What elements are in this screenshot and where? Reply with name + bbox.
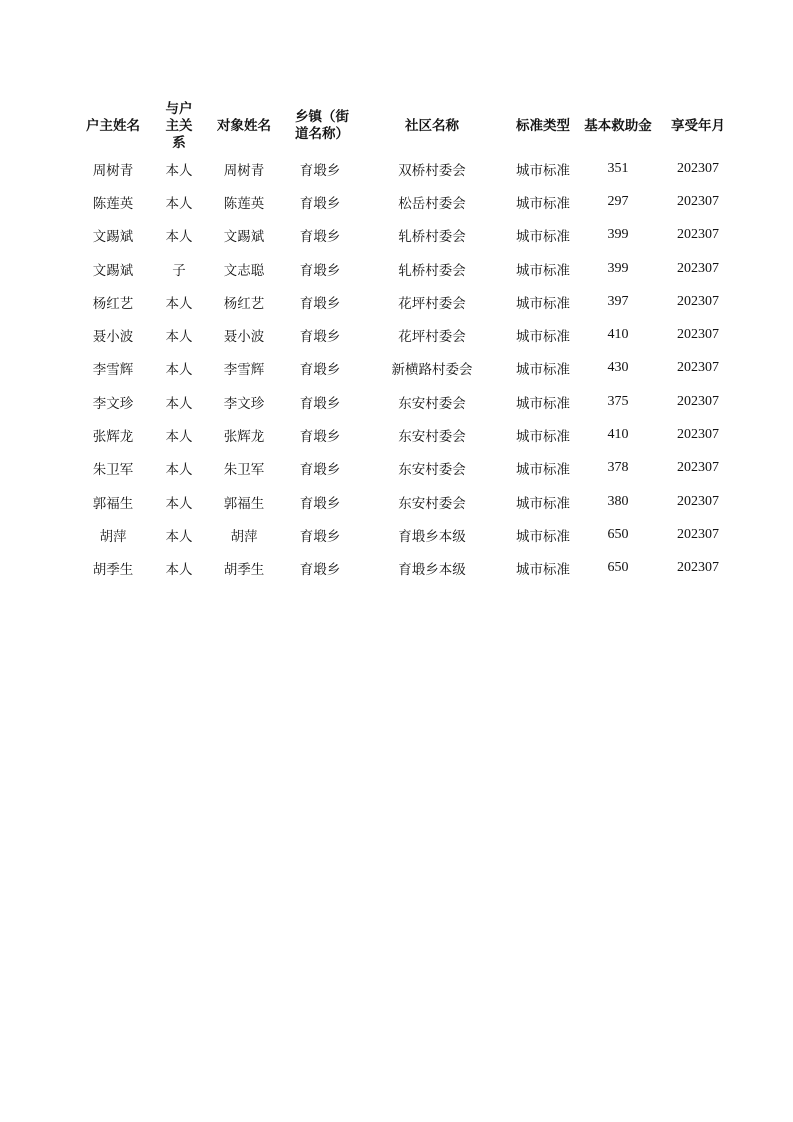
cell-object-name: 文踢斌 xyxy=(223,229,265,246)
cell-standard-type: 城市标准 xyxy=(516,295,570,312)
cell-basic-aid: 375 xyxy=(607,393,629,409)
table-row xyxy=(68,318,734,351)
cell-month: 202307 xyxy=(677,227,719,243)
cell-basic-aid: 650 xyxy=(607,526,629,542)
cell-standard-type: 城市标准 xyxy=(516,162,570,179)
cell-relation: 本人 xyxy=(165,495,193,512)
header-town: 乡镇（街道名称） xyxy=(295,109,349,142)
cell-basic-aid: 410 xyxy=(607,327,629,343)
cell-relation: 本人 xyxy=(165,462,193,479)
cell-object-name: 杨红艺 xyxy=(223,295,265,312)
cell-object-name: 陈莲英 xyxy=(223,195,265,212)
cell-standard-type: 城市标准 xyxy=(516,329,570,346)
header-object-name: 对象姓名 xyxy=(217,117,271,134)
cell-town: 育塅乡 xyxy=(299,329,341,346)
cell-community: 东安村委会 xyxy=(398,462,466,479)
cell-community: 育塅乡本级 xyxy=(398,562,466,579)
cell-basic-aid: 399 xyxy=(607,227,629,243)
cell-relation: 本人 xyxy=(165,329,193,346)
cell-standard-type: 城市标准 xyxy=(516,362,570,379)
cell-community: 轧桥村委会 xyxy=(398,229,466,246)
header-basic-aid: 基本救助金 xyxy=(584,117,652,134)
cell-standard-type: 城市标准 xyxy=(516,195,570,212)
table-header-row xyxy=(68,100,734,152)
cell-object-name: 张辉龙 xyxy=(223,429,265,446)
cell-object-name: 郭福生 xyxy=(223,495,265,512)
cell-community: 东安村委会 xyxy=(398,395,466,412)
cell-basic-aid: 410 xyxy=(607,427,629,443)
cell-relation: 本人 xyxy=(165,562,193,579)
cell-month: 202307 xyxy=(677,460,719,476)
cell-relation: 本人 xyxy=(165,162,193,179)
cell-head-name: 胡萍 xyxy=(99,528,127,545)
cell-basic-aid: 430 xyxy=(607,360,629,376)
table-row xyxy=(68,385,734,418)
cell-town: 育塅乡 xyxy=(299,195,341,212)
table-row xyxy=(68,552,734,585)
cell-community: 花坪村委会 xyxy=(398,329,466,346)
cell-head-name: 聂小波 xyxy=(92,329,134,346)
cell-object-name: 文志聪 xyxy=(223,262,265,279)
cell-object-name: 周树青 xyxy=(223,162,265,179)
header-community: 社区名称 xyxy=(405,117,459,134)
cell-community: 松岳村委会 xyxy=(398,195,466,212)
cell-community: 东安村委会 xyxy=(398,495,466,512)
cell-town: 育塅乡 xyxy=(299,395,341,412)
cell-town: 育塅乡 xyxy=(299,495,341,512)
cell-head-name: 文踢斌 xyxy=(92,229,134,246)
cell-basic-aid: 378 xyxy=(607,460,629,476)
cell-month: 202307 xyxy=(677,160,719,176)
cell-community: 双桥村委会 xyxy=(398,162,466,179)
cell-head-name: 李雪辉 xyxy=(92,362,134,379)
cell-basic-aid: 351 xyxy=(607,160,629,176)
cell-object-name: 朱卫军 xyxy=(223,462,265,479)
table-row xyxy=(68,485,734,518)
table-row xyxy=(68,352,734,385)
cell-standard-type: 城市标准 xyxy=(516,395,570,412)
cell-month: 202307 xyxy=(677,260,719,276)
table-row xyxy=(68,518,734,551)
cell-head-name: 胡季生 xyxy=(92,562,134,579)
header-standard-type: 标准类型 xyxy=(516,117,570,134)
cell-standard-type: 城市标准 xyxy=(516,528,570,545)
cell-standard-type: 城市标准 xyxy=(516,262,570,279)
cell-town: 育塅乡 xyxy=(299,229,341,246)
cell-object-name: 胡萍 xyxy=(230,528,258,545)
cell-standard-type: 城市标准 xyxy=(516,429,570,446)
cell-relation: 本人 xyxy=(165,528,193,545)
cell-basic-aid: 397 xyxy=(607,293,629,309)
cell-month: 202307 xyxy=(677,293,719,309)
cell-month: 202307 xyxy=(677,193,719,209)
cell-town: 育塅乡 xyxy=(299,362,341,379)
header-month: 享受年月 xyxy=(671,117,725,134)
cell-relation: 本人 xyxy=(165,362,193,379)
cell-object-name: 胡季生 xyxy=(223,562,265,579)
header-relation: 与户主关系 xyxy=(165,100,193,151)
cell-relation: 本人 xyxy=(165,295,193,312)
cell-relation: 本人 xyxy=(165,395,193,412)
cell-community: 花坪村委会 xyxy=(398,295,466,312)
cell-standard-type: 城市标准 xyxy=(516,495,570,512)
cell-town: 育塅乡 xyxy=(299,462,341,479)
cell-basic-aid: 650 xyxy=(607,560,629,576)
cell-community: 东安村委会 xyxy=(398,429,466,446)
cell-relation: 本人 xyxy=(165,195,193,212)
table-row xyxy=(68,418,734,451)
cell-basic-aid: 399 xyxy=(607,260,629,276)
cell-relation: 本人 xyxy=(165,429,193,446)
cell-month: 202307 xyxy=(677,560,719,576)
table-row xyxy=(68,152,734,185)
cell-basic-aid: 380 xyxy=(607,493,629,509)
cell-basic-aid: 297 xyxy=(607,193,629,209)
cell-standard-type: 城市标准 xyxy=(516,562,570,579)
table-body xyxy=(68,152,734,585)
cell-object-name: 李雪辉 xyxy=(223,362,265,379)
table-row xyxy=(68,185,734,218)
cell-head-name: 文踢斌 xyxy=(92,262,134,279)
cell-head-name: 周树青 xyxy=(92,162,134,179)
cell-head-name: 李文珍 xyxy=(92,395,134,412)
cell-town: 育塅乡 xyxy=(299,562,341,579)
cell-standard-type: 城市标准 xyxy=(516,229,570,246)
cell-month: 202307 xyxy=(677,427,719,443)
table-row xyxy=(68,452,734,485)
table-row xyxy=(68,252,734,285)
cell-community: 轧桥村委会 xyxy=(398,262,466,279)
cell-head-name: 张辉龙 xyxy=(92,429,134,446)
cell-community: 育塅乡本级 xyxy=(398,528,466,545)
cell-standard-type: 城市标准 xyxy=(516,462,570,479)
cell-month: 202307 xyxy=(677,493,719,509)
cell-month: 202307 xyxy=(677,360,719,376)
cell-town: 育塅乡 xyxy=(299,429,341,446)
cell-town: 育塅乡 xyxy=(299,528,341,545)
cell-month: 202307 xyxy=(677,526,719,542)
table-row xyxy=(68,285,734,318)
cell-relation: 子 xyxy=(172,262,186,279)
header-head-name: 户主姓名 xyxy=(86,117,140,134)
cell-head-name: 陈莲英 xyxy=(92,195,134,212)
cell-object-name: 李文珍 xyxy=(223,395,265,412)
cell-town: 育塅乡 xyxy=(299,162,341,179)
cell-head-name: 朱卫军 xyxy=(92,462,134,479)
table-row xyxy=(68,219,734,252)
cell-town: 育塅乡 xyxy=(299,295,341,312)
cell-relation: 本人 xyxy=(165,229,193,246)
cell-head-name: 杨红艺 xyxy=(92,295,134,312)
cell-month: 202307 xyxy=(677,327,719,343)
cell-town: 育塅乡 xyxy=(299,262,341,279)
aid-recipient-table xyxy=(68,100,734,585)
cell-community: 新横路村委会 xyxy=(391,362,473,379)
cell-head-name: 郭福生 xyxy=(92,495,134,512)
cell-month: 202307 xyxy=(677,393,719,409)
cell-object-name: 聂小波 xyxy=(223,329,265,346)
